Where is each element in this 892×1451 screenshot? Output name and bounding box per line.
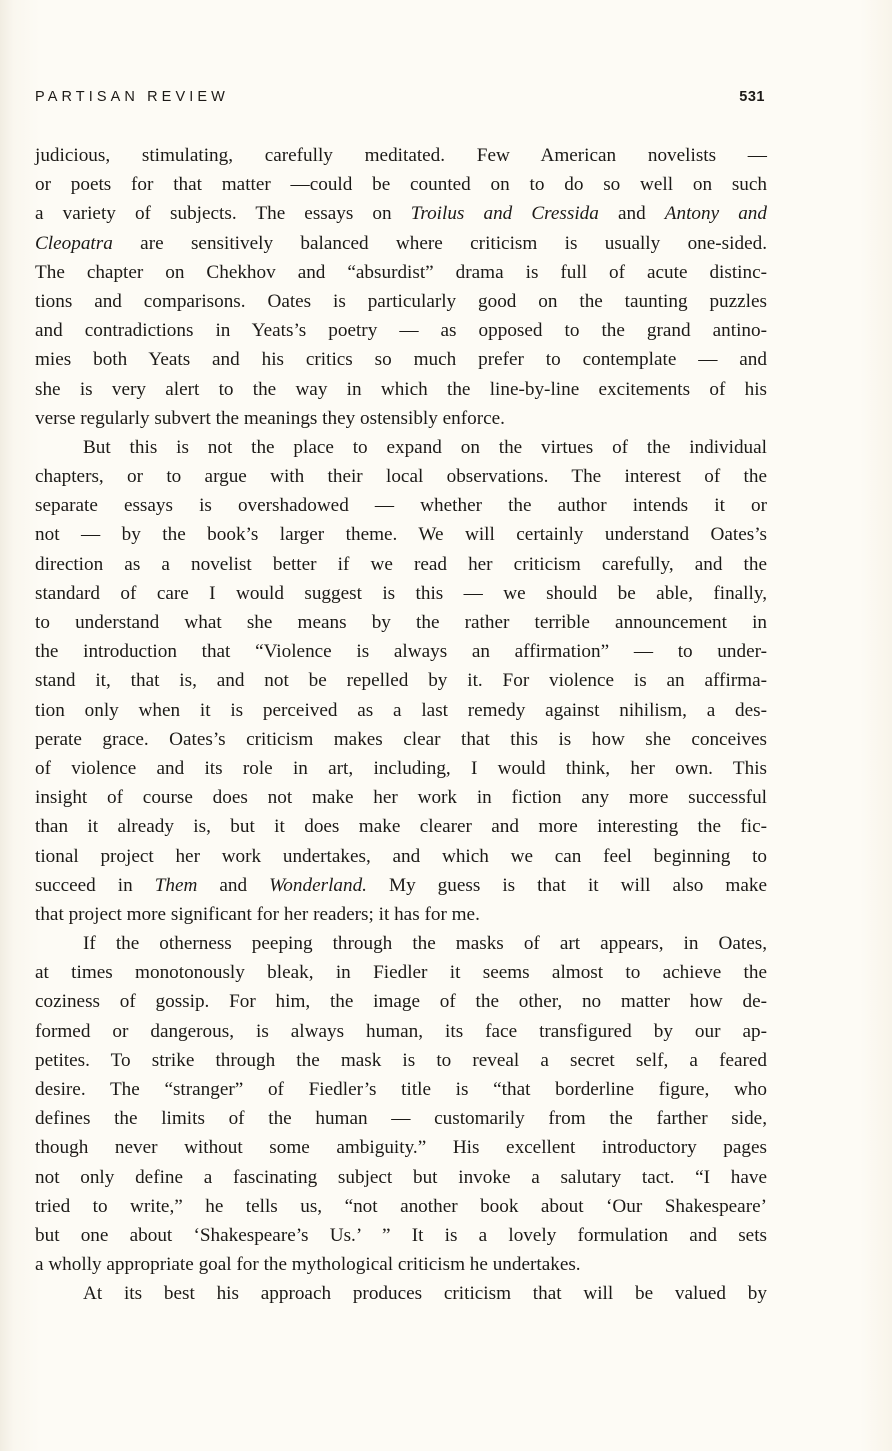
text-line xyxy=(35,550,767,579)
text-line xyxy=(35,812,767,841)
text-run: tion only when it is perceived as a last remedy against nihilism, a des- xyxy=(35,699,767,721)
text-run: tional project her work undertakes, and which we can feel beginning to xyxy=(35,845,767,867)
text-run: verse regularly subvert the meanings they ostensibly enforce. xyxy=(35,407,505,429)
text-run: coziness of gossip. For him, the image of the other, no matter how de- xyxy=(35,991,767,1013)
text-line xyxy=(35,1192,767,1221)
text-line xyxy=(35,375,767,404)
text-line xyxy=(35,696,767,725)
text-run: of violence and its role in art, including, I would think, her own. This xyxy=(35,757,767,779)
text-run: and contradictions in Yeats’s poetry — as opposed to the grand antino- xyxy=(35,320,767,342)
text-line xyxy=(35,1133,767,1162)
italic-title: Them xyxy=(154,874,198,896)
text-line xyxy=(35,579,767,608)
text-line xyxy=(35,608,767,637)
text-line xyxy=(35,258,767,287)
text-run: tions and comparisons. Oates is particularly good on the taunting puzzles xyxy=(35,290,767,312)
text-run: she is very alert to the way in which the line-by-line excitements of his xyxy=(35,378,767,400)
text-line xyxy=(35,170,767,199)
journal-title: PARTISAN REVIEW xyxy=(35,89,229,105)
text-line xyxy=(35,520,767,549)
running-head xyxy=(35,89,765,111)
text-run: a wholly appropriate goal for the mythological criticism he undertakes. xyxy=(35,1254,581,1276)
text-run: My guess is that it will also make xyxy=(366,874,767,896)
text-line xyxy=(35,987,767,1016)
text-line xyxy=(35,842,767,871)
text-line xyxy=(35,900,767,929)
text-line xyxy=(35,229,767,258)
body-text xyxy=(35,141,767,1309)
text-line xyxy=(35,871,767,900)
text-line xyxy=(35,404,767,433)
text-run: defines the limits of the human — customarily from the farther side, xyxy=(35,1108,767,1130)
text-run: not only define a fascinating subject but invoke a salutary tact. “I have xyxy=(35,1166,767,1188)
text-line xyxy=(35,783,767,812)
text-run: judicious, stimulating, carefully meditated. Few American novelists — xyxy=(35,145,767,166)
text-line xyxy=(35,1221,767,1250)
text-run: perate grace. Oates’s criticism makes clear that this is how she conceives xyxy=(35,728,767,750)
text-run: than it already is, but it does make clearer and more interesting the fic- xyxy=(35,816,767,838)
text-line xyxy=(35,958,767,987)
text-line xyxy=(35,345,767,374)
text-run: But this is not the place to expand on the virtues of the individual xyxy=(83,436,767,458)
text-run: to understand what she means by the rather terrible announcement in xyxy=(35,612,767,633)
text-line xyxy=(35,754,767,783)
text-line xyxy=(35,929,767,958)
text-line xyxy=(35,1163,767,1192)
text-run: mies both Yeats and his critics so much prefer to contemplate — and xyxy=(35,349,767,371)
text-run: not — by the book’s larger theme. We will certainly understand Oates’s xyxy=(35,524,767,546)
text-line xyxy=(35,1046,767,1075)
text-line xyxy=(35,1104,767,1133)
text-line xyxy=(35,666,767,695)
text-run: separate essays is overshadowed — whether the author intends it or xyxy=(35,495,767,517)
text-line xyxy=(35,287,767,316)
text-run: chapters, or to argue with their local observations. The interest of the xyxy=(35,466,767,488)
text-run: and xyxy=(197,874,270,896)
text-line xyxy=(35,462,767,491)
text-run: formed or dangerous, is always human, its face transfigured by our ap- xyxy=(35,1020,767,1042)
italic-title: Cleopatra xyxy=(35,232,113,254)
text-line xyxy=(35,1017,767,1046)
text-line xyxy=(35,491,767,520)
text-run: though never without some ambiguity.” His excellent introductory pages xyxy=(35,1137,767,1159)
text-run: and xyxy=(598,203,665,225)
text-line xyxy=(35,1250,767,1279)
text-line xyxy=(35,1075,767,1104)
text-run: The chapter on Chekhov and “absurdist” drama is full of acute distinc- xyxy=(35,261,767,283)
page-number: 531 xyxy=(739,89,765,105)
text-line xyxy=(35,725,767,754)
text-line xyxy=(35,141,767,170)
text-run: that project more significant for her readers; it has for me. xyxy=(35,903,480,925)
text-run: are sensitively balanced where criticism is usually one-sided. xyxy=(112,232,767,254)
text-line xyxy=(35,433,767,462)
text-run: succeed in xyxy=(35,874,155,896)
text-run: at times monotonously bleak, in Fiedler it seems almost to achieve the xyxy=(35,962,767,984)
italic-title: Troilus and Cressida xyxy=(410,203,599,225)
text-run: If the otherness peeping through the masks of art appears, in Oates, xyxy=(83,933,767,955)
text-line xyxy=(35,1279,767,1308)
text-run: At its best his approach produces criticism that will be valued by xyxy=(83,1283,767,1305)
text-line xyxy=(35,199,767,228)
text-run: stand it, that is, and not be repelled by it. For violence is an affirma- xyxy=(35,670,767,692)
text-run: desire. The “stranger” of Fiedler’s title is “that borderline figure, who xyxy=(35,1079,767,1100)
text-run: the introduction that “Violence is always an affirmation” — to under- xyxy=(35,641,767,663)
text-run: petites. To strike through the mask is to reveal a secret self, a feared xyxy=(35,1049,767,1071)
text-run: insight of course does not make her work in fiction any more successful xyxy=(35,787,767,809)
text-run: tried to write,” he tells us, “not another book about ‘Our Shakespeare’ xyxy=(35,1195,767,1217)
text-run: standard of care I would suggest is this — we should be able, finally, xyxy=(35,582,767,604)
text-line xyxy=(35,637,767,666)
text-line xyxy=(35,316,767,345)
text-run: or poets for that matter —could be counted on to do so well on such xyxy=(35,174,767,196)
italic-title: Wonderland. xyxy=(269,874,367,896)
italic-title: Antony and xyxy=(664,203,767,225)
text-run: direction as a novelist better if we read her criticism carefully, and the xyxy=(35,553,767,575)
text-run: a variety of subjects. The essays on xyxy=(35,203,411,225)
text-run: but one about ‘Shakespeare’s Us.’ ” It is a lovely formulation and sets xyxy=(35,1224,767,1246)
